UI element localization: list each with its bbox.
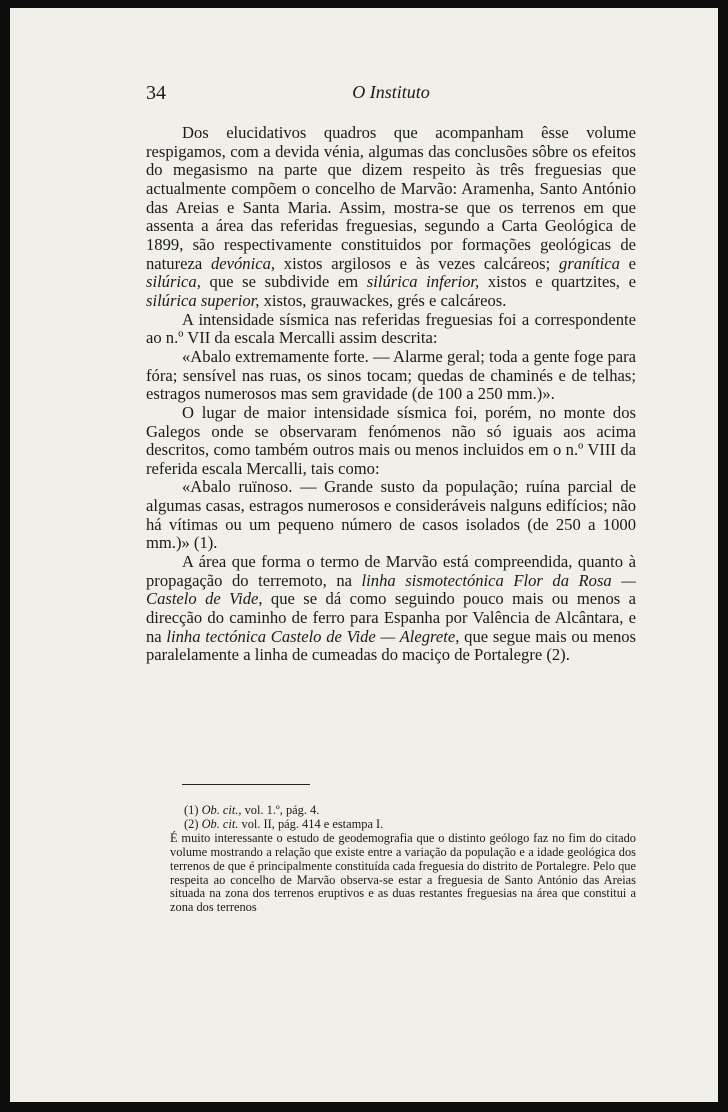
page-number: 34 [146, 82, 166, 104]
paragraph: A área que forma o termo de Marvão está compreendida, quanto à propagação do terremoto, na linha sismotectónica Flor da Rosa — Castelo de Vide, que se dá como seguindo pouco mais ou menos a direcção do caminho de ferro para Espanha por Valência de Alcântara, e na linha tectónica Castelo de Vide — Alegrete, que segue mais ou menos paralelamente a linha de cumeadas do maciço de Portalegre (2). [146, 552, 637, 665]
footnote-continuation: É muito interessante o estudo de geodemografia que o distinto geólogo faz no fim do citado volume mostrando a relação que existe entre a variação da população e a idade geológica dos terrenos de que é principalmente constituída cada freguesia do distrito de Portalegre. Pelo que respeita ao concelho de Marvão observa-se estar a freguesia de Santo António das Areias situada na zona dos terrenos eruptivos e as duas restantes freguesias na área que constitui a zona dos terrenos [170, 830, 636, 915]
page-header [146, 82, 636, 108]
footnote-divider [182, 784, 310, 785]
footnote: (2) Ob. cit. vol. II, pág. 414 e estampa I. [184, 816, 384, 831]
footnotes [170, 804, 636, 915]
quotation: «Abalo ruïnoso. — Grande susto da população; ruína parcial de algumas casas, estragos numerosos e consideráveis nalguns edifícios; não há vítimas ou um pequeno número de casos isolados (de 250 a 1000 mm.)» (1). [146, 477, 636, 553]
quotation: «Abalo extremamente forte. — Alarme geral; toda a gente foge para fóra; sensível nas ruas, os sinos tocam; quedas de chaminés e de telhas; estragos numerosos mas sem gravidade (de 100 a 250 mm.)». [146, 346, 636, 404]
running-title: O Instituto [352, 82, 430, 102]
book-page [10, 8, 718, 1102]
paragraph: A intensidade sísmica nas referidas freguesias foi a correspondente ao n.º VII da escala Mercalli assim descrita: [146, 309, 636, 348]
footnote: (1) Ob. cit., vol. 1.º, pág. 4. [184, 803, 320, 817]
body-text [146, 124, 636, 665]
paragraph: O lugar de maior intensidade sísmica foi, porém, no monte dos Galegos onde se observaram fenómenos não só iguais aos acima descritos, como também outros mais ou menos incluidos em o n.º VIII da referida escala Mercalli, tais como: [146, 402, 636, 478]
paragraph: Dos elucidativos quadros que acompanham êsse volume respigamos, com a devida vénia, algumas das conclusões sôbre os efeitos do megasismo na parte que dizem respeito às três freguesias que actualmente compõem o concelho de Marvão: Aramenha, Santo António das Areias e Santa Maria. Assim, mostra-se que os terrenos em que assenta a área das referidas freguesias, segundo a Carta Geológica de 1899, são respectivamente constituidos por formações geológicas de natureza devónica, xistos argilosos e às vezes calcáreos; granítica e silúrica, que se subdivide em silúrica inferior, xistos e quartzites, e silúrica superior, xistos, grauwackes, grés e calcáreos. [146, 123, 637, 310]
